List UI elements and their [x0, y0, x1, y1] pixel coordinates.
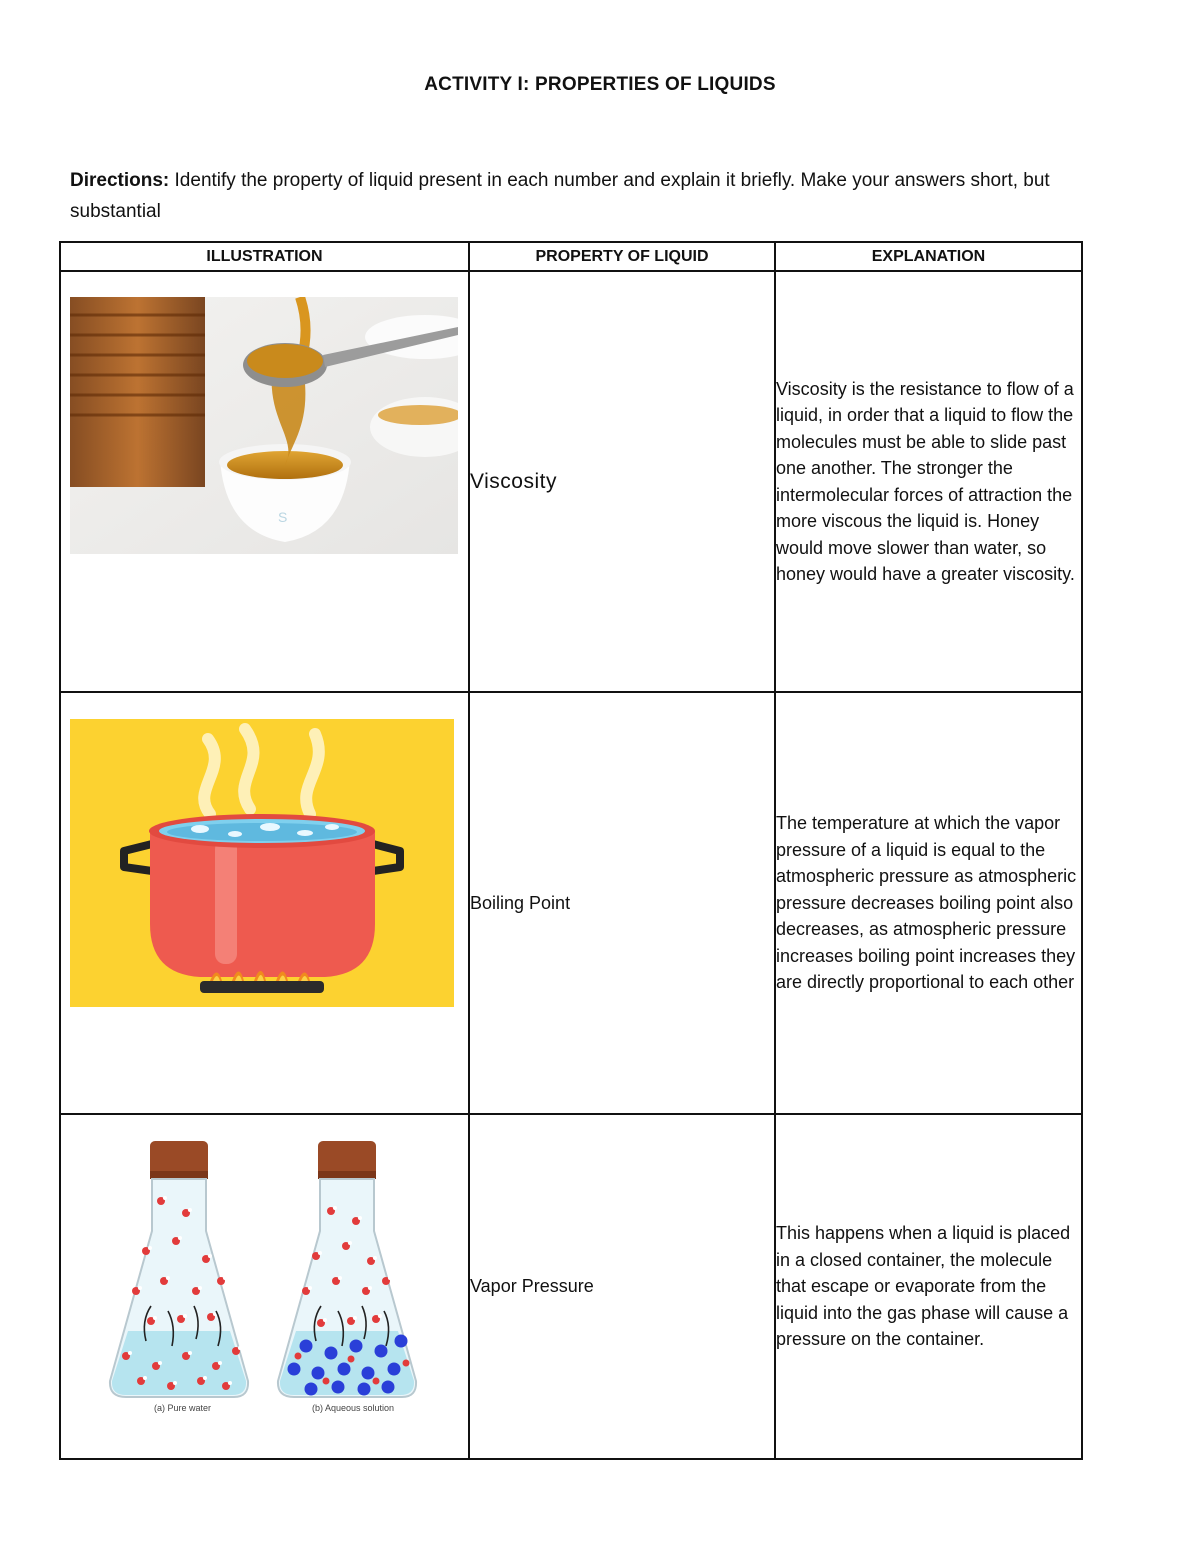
page-title: ACTIVITY I: PROPERTIES OF LIQUIDS — [424, 74, 776, 95]
svg-text:S: S — [278, 509, 288, 525]
header-illustration: ILLUSTRATION — [60, 242, 469, 271]
properties-table — [59, 241, 1083, 1460]
header-property: PROPERTY OF LIQUID — [469, 242, 775, 271]
header-explanation: EXPLANATION — [775, 242, 1082, 271]
boiling-pot-image — [70, 719, 454, 1007]
explanation-cell: Viscosity is the resistance to flow of a liquid, in order that a liquid to flow the molecules must be able to slide past one another. The stronger the intermolecular forces of attraction the more viscous the liquid is. Honey would move slower than water, so honey would have a greater viscosity. — [775, 271, 1082, 692]
table-row — [60, 692, 1082, 1114]
flasks-vapor-image — [106, 1141, 426, 1413]
honey-spoon-image — [70, 297, 458, 554]
property-cell: Viscosity — [469, 271, 775, 692]
explanation-cell: The temperature at which the vapor pressure of a liquid is equal to the atmospheric pressure as atmospheric pressure decreases boiling point also decreases, as atmospheric pressure increases boiling point increases they are directly proportional to each other — [775, 692, 1082, 1114]
directions — [70, 165, 1110, 227]
flask-b-label: (b) Aqueous solution — [312, 1403, 395, 1413]
illustration-cell — [60, 1114, 469, 1459]
illustration-cell — [60, 692, 469, 1114]
property-cell: Vapor Pressure — [469, 1114, 775, 1459]
illustration-cell — [60, 271, 469, 692]
directions-label: Directions: — [70, 170, 170, 191]
table-row — [60, 271, 1082, 692]
table-row — [60, 1114, 1082, 1459]
property-cell: Boiling Point — [469, 692, 775, 1114]
explanation-cell: This happens when a liquid is placed in a closed container, the molecule that escape or evaporate from the liquid into the gas phase will cause a pressure on the container. — [775, 1114, 1082, 1459]
table-header-row — [60, 242, 1082, 271]
directions-text: Identify the property of liquid present in each number and explain it briefly. Make your answers short, but substantial — [70, 170, 1050, 222]
flask-a-label: (a) Pure water — [154, 1403, 212, 1413]
flask-pure-water — [110, 1141, 248, 1397]
